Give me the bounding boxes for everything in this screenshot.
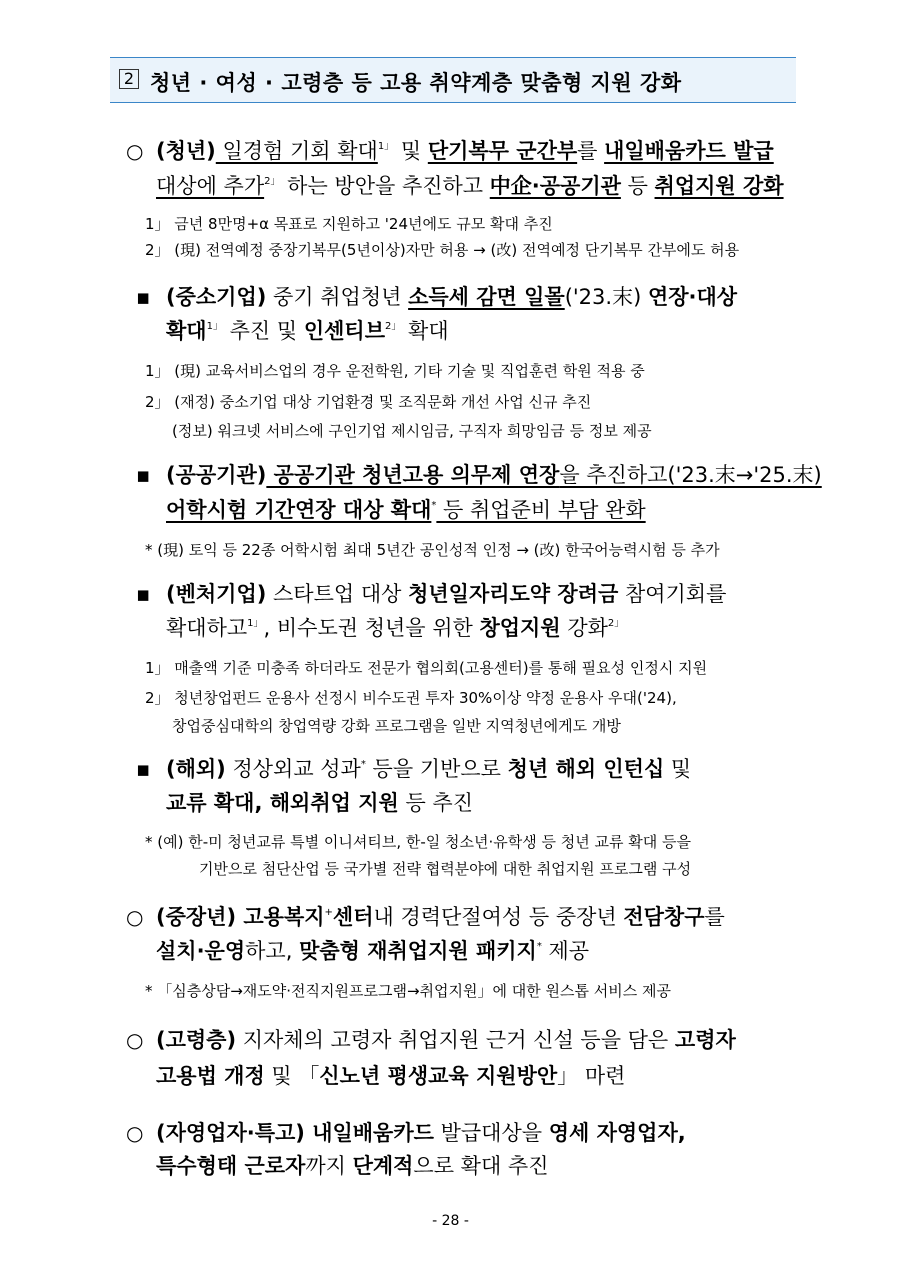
venture-line-2: 확대하고$^{1」}$, 비수도권 청년을 위한 창업지원 강화$^{2」}$ — [166, 616, 625, 640]
section-title: 청년 · 여성 · 고령층 등 고용 취약계층 맞춤형 지원 강화 — [150, 71, 682, 95]
circle-bullet: ○ — [126, 1121, 144, 1145]
sme-note-2: 2」 (재정) 중소기업 대상 기업환경 및 조직문화 개선 사업 신규 추진 — [145, 393, 592, 411]
square-bullet: ▪ — [136, 582, 151, 606]
youth-line-1: ○ (청년) 일경험 기회 확대$^{1」}$ 및 단기복무 군간부를 내일배움카드 발급 — [126, 139, 774, 163]
square-bullet: ▪ — [136, 463, 151, 487]
midage-line-1: ○ (중장년) 고용복지+센터내 경력단절여성 등 중장년 전담창구를 — [126, 905, 725, 929]
sme-note-3: (정보) 워크넷 서비스에 구인기업 제시임금, 구직자 희망임금 등 정보 제공 — [172, 422, 652, 440]
circle-bullet: ○ — [126, 139, 144, 163]
square-bullet: ▪ — [136, 285, 151, 309]
sme-note-1: 1」 (現) 교육서비스업의 경우 운전학원, 기타 기술 및 직업훈련 학원 적용 중 — [145, 362, 645, 380]
selfemployed-line-1: ○ (자영업자·특고) 내일배움카드 발급대상을 영세 자영업자, — [126, 1121, 686, 1145]
public-line-1: ▪ (공공기관) 공공기관 청년고용 의무제 연장을 추진하고('23.末→'25.末) — [136, 463, 822, 487]
sme-line-2: 확대$^{1」}$ 추진 및 인센티브$^{2」}$ 확대 — [166, 319, 449, 343]
venture-note-1: 1」 매출액 기준 미충족 하더라도 전문가 협의회(고용센터)를 통해 필요성 인정시 지원 — [145, 659, 708, 677]
circle-bullet: ○ — [126, 1028, 144, 1052]
selfemployed-line-2: 특수형태 근로자까지 단계적으로 확대 추진 — [156, 1154, 549, 1178]
overseas-line-1: ▪ (해외) 정상외교 성과* 등을 기반으로 청년 해외 인턴십 및 — [136, 757, 692, 781]
public-line-2: 어학시험 기간연장 대상 확대* 등 취업준비 부담 완화 — [166, 498, 646, 522]
circle-bullet: ○ — [126, 905, 144, 929]
youth-note-2: 2」 (現) 전역예정 중장기복무(5년이상)자만 허용 → (改) 전역예정 단기복무 간부에도 허용 — [145, 241, 740, 259]
section-number-box: 2 — [119, 69, 139, 89]
public-note-1: * (現) 토익 등 22종 어학시험 최대 5년간 공인성적 인정 → (改) 한국어능력시험 등 추가 — [145, 541, 720, 559]
overseas-note-2: 기반으로 첨단산업 등 국가별 전략 협력분야에 대한 취업지원 프로그램 구성 — [199, 860, 692, 878]
venture-note-3: 창업중심대학의 창업역량 강화 프로그램을 일반 지역청년에게도 개방 — [172, 717, 621, 735]
venture-note-2: 2」 청년창업펀드 운용사 선정시 비수도권 투자 30%이상 약정 운용사 우대('24), — [145, 689, 677, 707]
elderly-line-2: 고용법 개정 및 「신노년 평생교육 지원방안」 마련 — [156, 1064, 626, 1088]
youth-line-2: 대상에 추가$^{2」}$ 하는 방안을 추진하고 中企·공공기관 등 취업지원 강화 — [156, 174, 784, 198]
overseas-note-1: * (예) 한-미 청년교류 특별 이니셔티브, 한-일 청소년·유학생 등 청년 교류 확대 등을 — [145, 833, 691, 851]
page-number: - 28 - — [432, 1213, 469, 1229]
section-header — [110, 57, 796, 103]
elderly-line-1: ○ (고령층) 지자체의 고령자 취업지원 근거 신설 등을 담은 고령자 — [126, 1028, 736, 1052]
venture-line-1: ▪ (벤처기업) 스타트업 대상 청년일자리도약 장려금 참여기회를 — [136, 582, 727, 606]
midage-line-2: 설치·운영하고, 맞춤형 재취업지원 패키지* 제공 — [156, 939, 590, 963]
sme-line-1: ▪ (중소기업) 중기 취업청년 소득세 감면 일몰('23.末) 연장·대상 — [136, 285, 738, 309]
overseas-line-2: 교류 확대, 해외취업 지원 등 추진 — [166, 791, 473, 815]
midage-note-1: * 「심층상담→재도약·전직지원프로그램→취업지원」에 대한 원스톱 서비스 제공 — [145, 982, 671, 1000]
youth-note-1: 1」 금년 8만명+α 목표로 지원하고 '24년에도 규모 확대 추진 — [145, 215, 553, 233]
square-bullet: ▪ — [136, 757, 151, 781]
